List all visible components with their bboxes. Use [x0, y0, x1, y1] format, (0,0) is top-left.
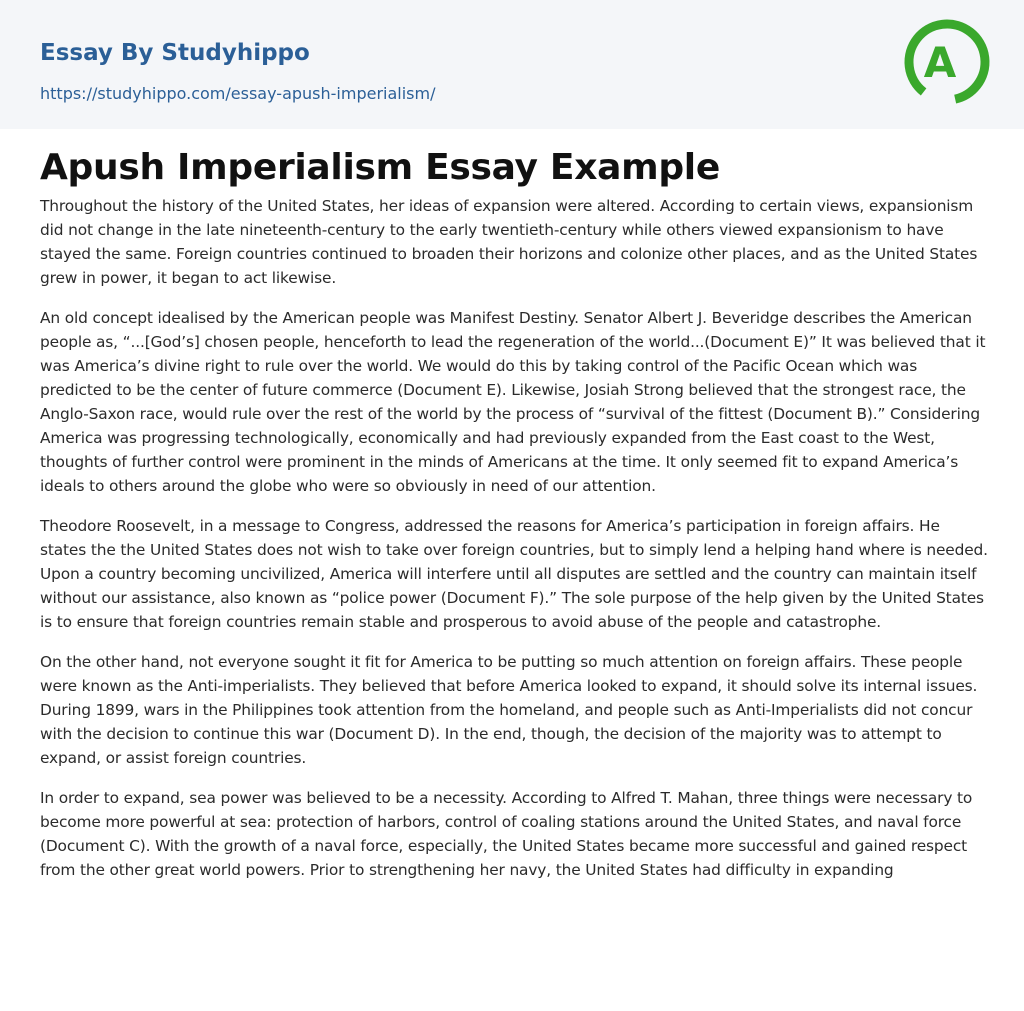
site-title[interactable]: Essay By Studyhippo — [40, 40, 310, 66]
source-url-link[interactable]: https://studyhippo.com/essay-apush-imperialism/ — [40, 84, 436, 103]
article-body — [40, 194, 988, 898]
studyhippo-logo-icon[interactable] — [896, 14, 992, 110]
paragraph-2: An old concept idealised by the American people was Manifest Destiny. Senator Albert J. Beveridge describes the American people as, “...[God’s] chosen people, henceforth to lead the regeneration of the world...(Document E)” It was believed that it was America’s divine right to rule over the world. We would do this by taking control of the Pacific Ocean which was predicted to be the center of future commerce (Document E). Likewise, Josiah Strong believed that the strongest race, the Anglo-Saxon race, would rule over the rest of the world by the process of “survival of the fittest (Document B).” Considering America was progressing technologically, economically and had previously expanded from the East coast to the West, thoughts of further control were prominent in the minds of Americans at the time. It only seemed fit to expand America’s ideals to others around the globe who were so obviously in need of our attention. — [40, 309, 986, 495]
paragraph-5: In order to expand, sea power was believed to be a necessity. According to Alfred T. Mahan, three things were necessary to become more powerful at sea: protection of harbors, control of coaling stations around the United States, and naval force (Document C). With the growth of a naval force, especially, the United States became more successful and gained respect from the other great world powers. Prior to strengthening her navy, the United States had difficulty in expanding — [40, 789, 973, 879]
paragraph-1: Throughout the history of the United States, her ideas of expansion were altered. According to certain views, expansionism did not change in the late nineteenth-century to the early twentieth-century while others viewed expansionism to have stayed the same. Foreign countries continued to broaden their horizons and colonize other places, and as the United States grew in power, it began to act likewise. — [40, 197, 978, 287]
page-title: Apush Imperialism Essay Example — [40, 147, 720, 188]
paragraph-4: On the other hand, not everyone sought it fit for America to be putting so much attention on foreign affairs. These people were known as the Anti-imperialists. They believed that before America looked to expand, it should solve its internal issues. During 1899, wars in the Philippines took attention from the homeland, and people such as Anti-Imperialists did not concur with the decision to continue this war (Document D). In the end, though, the decision of the majority was to attempt to expand, or assist foreign countries. — [40, 653, 978, 767]
logo-letter: A — [923, 38, 957, 87]
paragraph-3: Theodore Roosevelt, in a message to Congress, addressed the reasons for America’s participation in foreign affairs. He states the the United States does not wish to take over foreign countries, but to simply lend a helping hand where is needed. Upon a country becoming uncivilized, America will interfere until all disputes are settled and the country can maintain itself without our assistance, also known as “police power (Document F).” The sole purpose of the help given by the United States is to ensure that foreign countries remain stable and prosperous to avoid abuse of the people and catastrophe. — [40, 517, 988, 631]
